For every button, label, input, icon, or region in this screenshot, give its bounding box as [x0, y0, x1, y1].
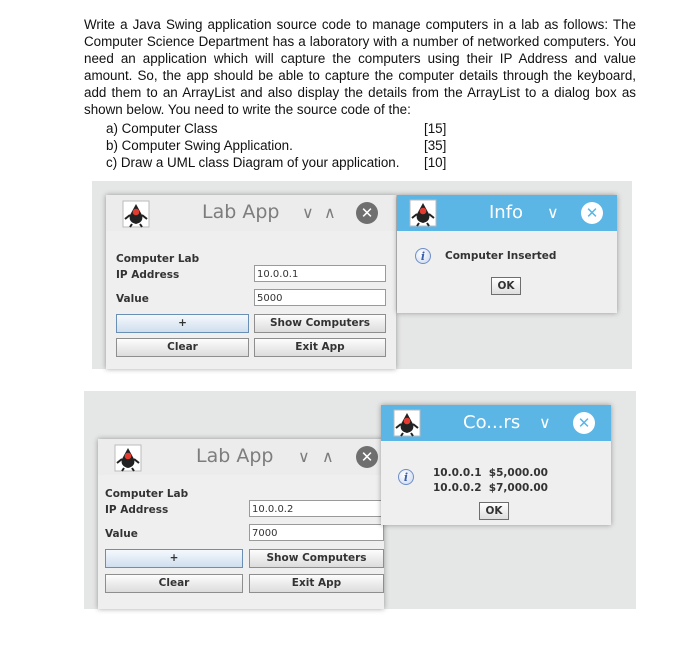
part-marks: [15] [424, 121, 447, 136]
question-part [106, 154, 466, 171]
part-label: b) Computer Swing Application. [106, 138, 293, 153]
ok-button[interactable]: OK [491, 277, 521, 295]
question-parts [106, 120, 466, 171]
ip-address-label: IP Address [105, 504, 169, 516]
dialog-titlebar[interactable] [397, 195, 617, 231]
java-duke-icon [393, 409, 421, 437]
java-duke-icon [409, 199, 437, 227]
window-title: Lab App [202, 201, 280, 223]
value-input[interactable]: 5000 [254, 289, 386, 306]
value-label: Value [105, 528, 138, 540]
close-icon[interactable]: ✕ [356, 202, 378, 224]
question-part [106, 137, 466, 154]
chevron-down-icon[interactable]: ∨ [298, 447, 310, 466]
chevron-up-icon[interactable]: ∧ [324, 203, 336, 222]
part-label: a) Computer Class [106, 121, 218, 136]
clear-button[interactable]: Clear [116, 338, 249, 357]
info-icon: i [415, 248, 431, 264]
chevron-down-icon[interactable]: ∨ [302, 203, 314, 222]
ip-address-input[interactable]: 10.0.0.1 [254, 265, 386, 282]
chevron-down-icon[interactable]: ∨ [547, 203, 559, 222]
show-computers-button[interactable]: Show Computers [254, 314, 386, 333]
ip-address-label: IP Address [116, 269, 180, 281]
dialog-titlebar[interactable] [381, 405, 611, 441]
value-label: Value [116, 293, 149, 305]
info-icon: i [398, 469, 414, 485]
java-duke-icon [114, 444, 142, 472]
part-marks: [10] [424, 155, 447, 170]
part-label: c) Draw a UML class Diagram of your application. [106, 155, 400, 170]
exit-app-button[interactable]: Exit App [249, 574, 384, 593]
ip-address-input[interactable]: 10.0.0.2 [249, 500, 384, 517]
computer-list-line: 10.0.0.1 $5,000.00 [433, 467, 548, 479]
computers-dialog [381, 405, 611, 525]
close-icon[interactable]: ✕ [356, 446, 378, 468]
value-input[interactable]: 7000 [249, 524, 384, 541]
screenshot-2 [84, 391, 636, 609]
java-duke-icon [122, 200, 150, 228]
window-title: Lab App [196, 445, 274, 467]
computer-list-line: 10.0.0.2 $7,000.00 [433, 482, 548, 494]
dialog-title: Info [489, 202, 524, 223]
show-computers-button[interactable]: Show Computers [249, 549, 384, 568]
info-dialog [397, 195, 617, 313]
close-icon[interactable]: ✕ [573, 412, 595, 434]
question-paragraph: Write a Java Swing application source code to manage computers in a lab as follows: The Computer Science Department has a laboratory with a number of networked computers. You need an application which will capture the computers using their IP Address and value amount. So, the app should be able to capture the computer details through the keyboard, add them to an ArrayList and also display the details from the ArrayList to a dialog box as shown below. You need to write the source code of the: [84, 17, 636, 117]
computer-lab-heading: Computer Lab [105, 488, 189, 500]
clear-button[interactable]: Clear [105, 574, 243, 593]
part-marks: [35] [424, 138, 447, 153]
lab-app-window [106, 195, 396, 369]
question-part [106, 120, 466, 137]
chevron-down-icon[interactable]: ∨ [539, 413, 551, 432]
window-titlebar[interactable] [106, 195, 396, 231]
add-button[interactable]: + [116, 314, 249, 333]
computer-lab-heading: Computer Lab [116, 253, 200, 265]
ok-button[interactable]: OK [479, 502, 509, 520]
window-titlebar[interactable] [98, 439, 384, 475]
close-icon[interactable]: ✕ [581, 202, 603, 224]
dialog-message: Computer Inserted [445, 250, 557, 262]
chevron-up-icon[interactable]: ∧ [322, 447, 334, 466]
add-button[interactable]: + [105, 549, 243, 568]
dialog-title: Co...rs [463, 412, 521, 433]
exit-app-button[interactable]: Exit App [254, 338, 386, 357]
screenshot-1 [92, 181, 632, 369]
lab-app-window [98, 439, 384, 609]
